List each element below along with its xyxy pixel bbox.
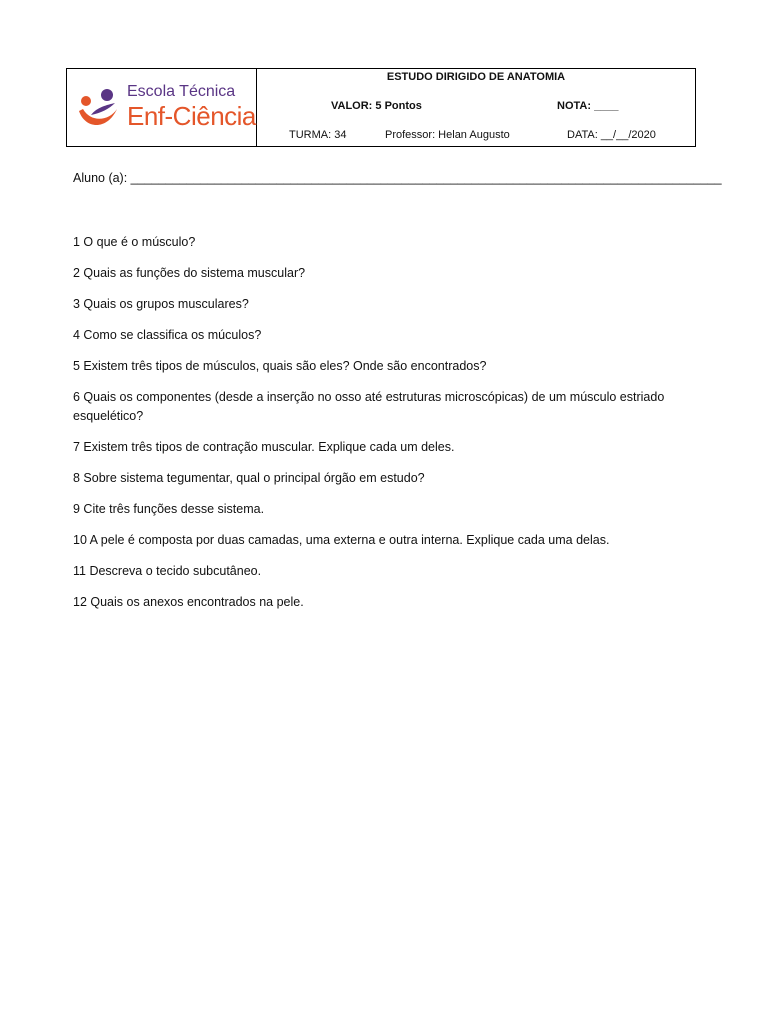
question-item: 12 Quais os anexos encontrados na pele. [73,594,304,609]
question-item: 5 Existem três tipos de músculos, quais são eles? Onde são encontrados? [73,359,487,373]
date-field: DATA: __/__/2020 [567,129,656,141]
logo-figure-icon [77,85,119,133]
question-item: 11 Descreva o tecido subcutâneo. [73,563,262,578]
question-list [73,233,693,624]
turma-field: TURMA: 34 [289,129,347,141]
document-title: ESTUDO DIRIGIDO DE ANATOMIA [386,71,566,83]
question-item: 6 Quais os componentes (desde a inserção no osso até estruturas microscópicas) de um músculo estriado esquelético? [73,390,665,423]
nota-field: NOTA: ____ [557,100,619,112]
professor-field: Professor: Helan Augusto [385,129,510,141]
question-item: 7 Existem três tipos de contração muscular. Explique cada um deles. [73,439,455,454]
logo-brand-text: Enf-Ciência [127,101,256,131]
question-item: 9 Cite três funções desse sistema. [73,501,265,516]
header-table [66,68,696,147]
student-name-line: Aluno (a): _____________________________________________________________________________________ [73,171,722,185]
question-item: 1 O que é o músculo? [73,235,196,249]
question-item: 10 A pele é composta por duas camadas, uma externa e outra interna. Explique cada uma delas. [73,532,610,547]
question-item: 8 Sobre sistema tegumentar, qual o principal órgão em estudo? [73,470,425,485]
question-item: 2 Quais as funções do sistema muscular? [73,266,306,280]
question-item: 4 Como se classifica os múculos? [73,328,262,342]
logo-school-text: Escola Técnica [127,83,236,100]
question-item: 3 Quais os grupos musculares? [73,297,249,311]
school-logo [67,69,257,146]
valor-field: VALOR: 5 Pontos [331,100,422,112]
